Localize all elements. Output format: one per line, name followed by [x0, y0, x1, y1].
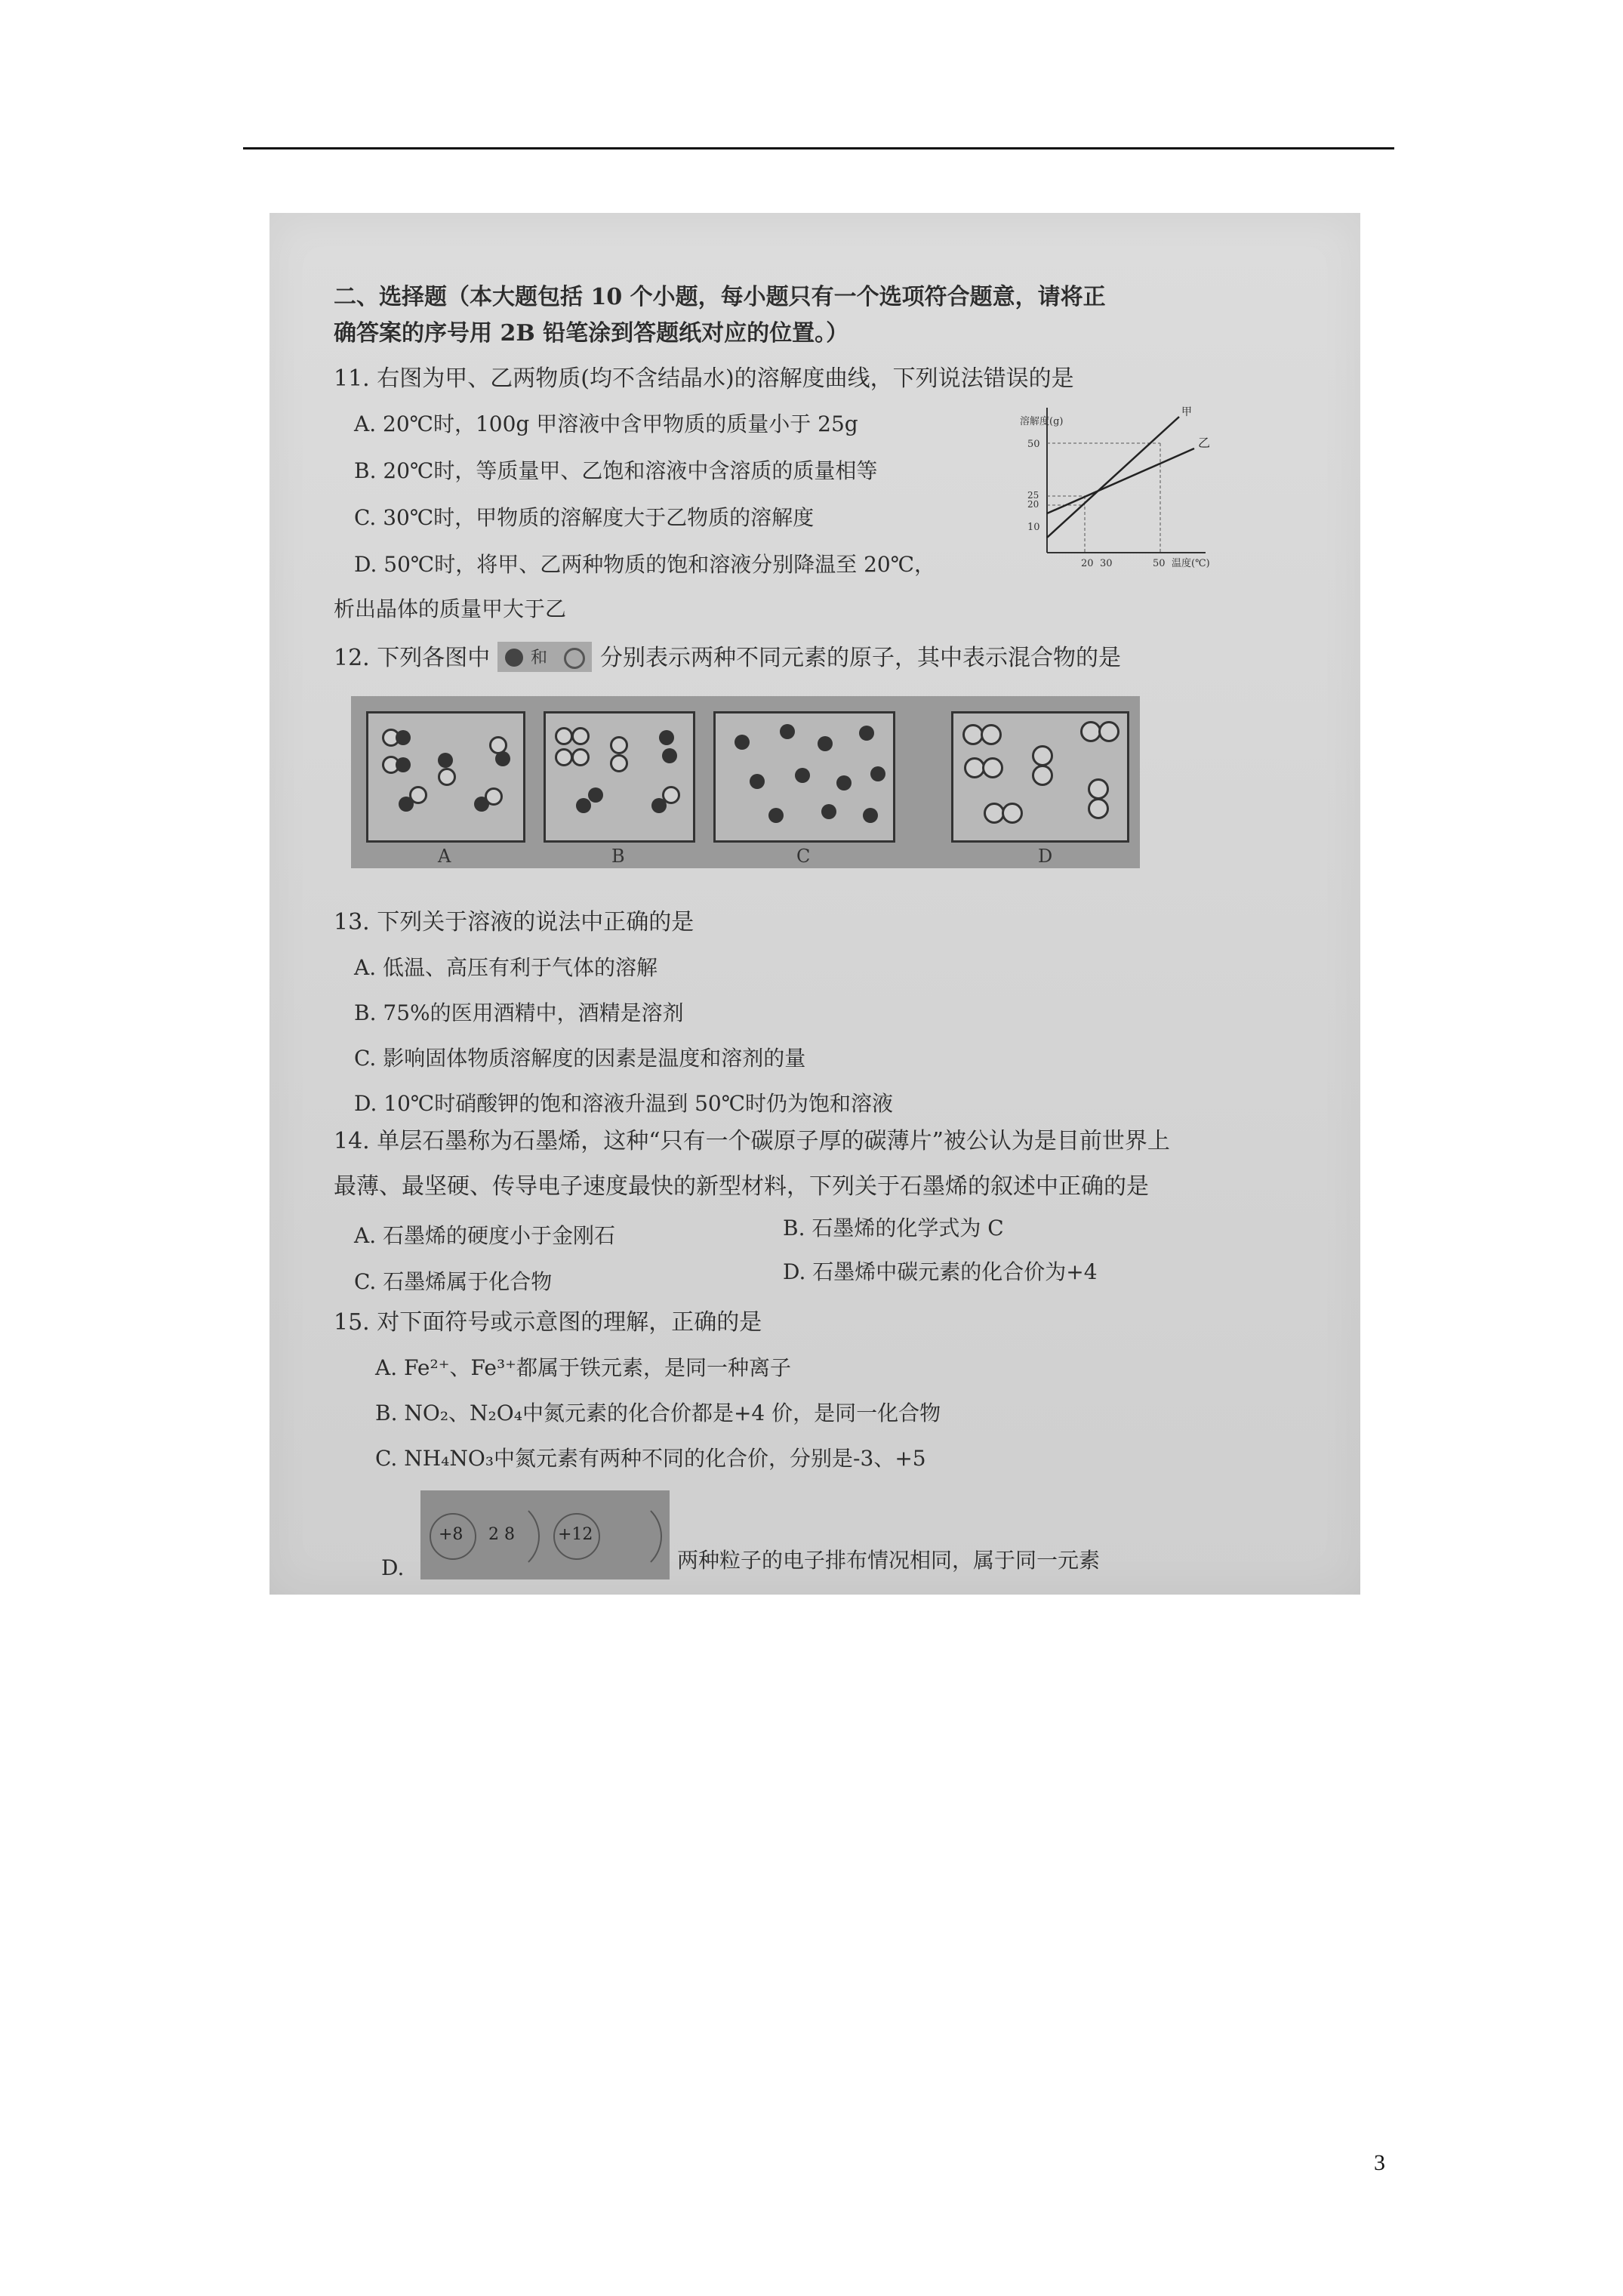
- curve-yi: [1047, 448, 1194, 513]
- q12-stem-prefix: 12. 下列各图中: [334, 645, 491, 671]
- graph-xtick-30: 30: [1100, 558, 1113, 569]
- q15-option-d-letter: D.: [381, 1555, 405, 1580]
- curve-jia-label: 甲: [1181, 406, 1192, 418]
- q11-stem: 11. 右图为甲、乙两物质(均不含结晶水)的溶解度曲线，下列说法错误的是: [334, 365, 1074, 392]
- diagram-d: [951, 711, 1129, 843]
- diagram-d-label: D: [1038, 846, 1053, 867]
- q11-option-c: C. 30℃时，甲物质的溶解度大于乙物质的溶解度: [354, 505, 815, 530]
- q11-option-b: B. 20℃时，等质量甲、乙饱和溶液中含溶质的质量相等: [354, 458, 878, 483]
- solubility-curve-graph: [1017, 402, 1273, 575]
- graph-ytick-25: 25: [1027, 490, 1039, 501]
- graph-ylabel: 溶解度(g): [1020, 416, 1064, 427]
- q13-option-a: A. 低温、高压有利于气体的溶解: [354, 955, 658, 980]
- diagram-b-label: B: [611, 846, 625, 867]
- q15-option-b: B. NO₂、N₂O₄中氮元素的化合价都是+4 价，是同一化合物: [375, 1401, 941, 1425]
- diagram-a: [366, 711, 525, 843]
- diagram-c-label: C: [796, 846, 811, 867]
- q13-option-b: B. 75%的医用酒精中，酒精是溶剂: [354, 1000, 684, 1025]
- scanned-exam-image: [269, 213, 1360, 1595]
- q11-option-d-continued: 析出晶体的质量甲大于乙: [334, 596, 567, 621]
- section-heading-line1: 二、选择题（本大题包括 10 个小题，每小题只有一个选项符合题意，请将正: [334, 284, 1106, 310]
- section-heading-line2: 确答案的序号用 2B 铅笔涂到答题纸对应的位置。）: [334, 320, 849, 347]
- legend-and: 和: [531, 649, 548, 667]
- q11-option-d: D. 50℃时，将甲、乙两种物质的饱和溶液分别降温至 20℃，: [354, 552, 936, 577]
- q14-option-b: B. 石墨烯的化学式为 C: [783, 1216, 1004, 1240]
- diagram-c: [713, 711, 895, 843]
- shell-right-nucleus: +12: [558, 1525, 593, 1544]
- q11-option-a: A. 20℃时，100g 甲溶液中含甲物质的质量小于 25g: [354, 411, 858, 436]
- atom-legend: [497, 642, 592, 672]
- diagram-b: [544, 711, 695, 843]
- header-rule: [243, 147, 1394, 149]
- graph-xtick-20: 20: [1081, 558, 1094, 569]
- q13-option-c: C. 影响固体物质溶解度的因素是温度和溶剂的量: [354, 1046, 806, 1071]
- q15-option-a: A. Fe²⁺、Fe³⁺都属于铁元素，是同一种离子: [375, 1355, 791, 1380]
- graph-ytick-10: 10: [1027, 522, 1040, 533]
- shell-left-electrons: 2 8: [488, 1525, 515, 1544]
- shell-left-nucleus: +8: [439, 1525, 463, 1544]
- graph-xtick-50: 50: [1153, 558, 1166, 569]
- q15-option-d-text: 两种粒子的电子排布情况相同，属于同一元素: [677, 1548, 1101, 1573]
- q14-option-a: A. 石墨烯的硬度小于金刚石: [354, 1223, 616, 1248]
- diagram-a-label: A: [438, 846, 451, 867]
- graph-ytick-50: 50: [1027, 439, 1040, 450]
- curve-yi-label: 乙: [1198, 436, 1211, 450]
- filled-atom-icon: [505, 649, 523, 667]
- q14-stem-line2: 最薄、最坚硬、传导电子速度最快的新型材料，下列关于石墨烯的叙述中正确的是: [334, 1173, 1149, 1200]
- q13-stem: 13. 下列关于溶液的说法中正确的是: [334, 909, 694, 935]
- q15-option-c: C. NH₄NO₃中氮元素有两种不同的化合价，分别是-3、+5: [375, 1446, 926, 1471]
- q15-stem: 15. 对下面符号或示意图的理解，正确的是: [334, 1309, 762, 1336]
- q13-option-d: D. 10℃时硝酸钾的饱和溶液升温到 50℃时仍为饱和溶液: [354, 1091, 894, 1116]
- q12-stem-suffix: 分别表示两种不同元素的原子，其中表示混合物的是: [600, 645, 1121, 671]
- q14-stem-line1: 14. 单层石墨称为石墨烯，这种“只有一个碳原子厚的碳薄片”被公认为是目前世界上: [334, 1128, 1170, 1154]
- graph-xlabel: 温度(℃): [1172, 558, 1210, 569]
- q14-option-c: C. 石墨烯属于化合物: [354, 1269, 553, 1294]
- q14-option-d: D. 石墨烯中碳元素的化合价为+4: [783, 1259, 1098, 1284]
- q12-particle-diagrams: [351, 696, 1140, 868]
- atom-shell-diagrams: [420, 1490, 670, 1579]
- graph-ytick-20: 20: [1027, 499, 1039, 510]
- hollow-atom-icon: [564, 648, 585, 669]
- page-number: 3: [1374, 2150, 1385, 2175]
- curve-jia: [1047, 417, 1179, 538]
